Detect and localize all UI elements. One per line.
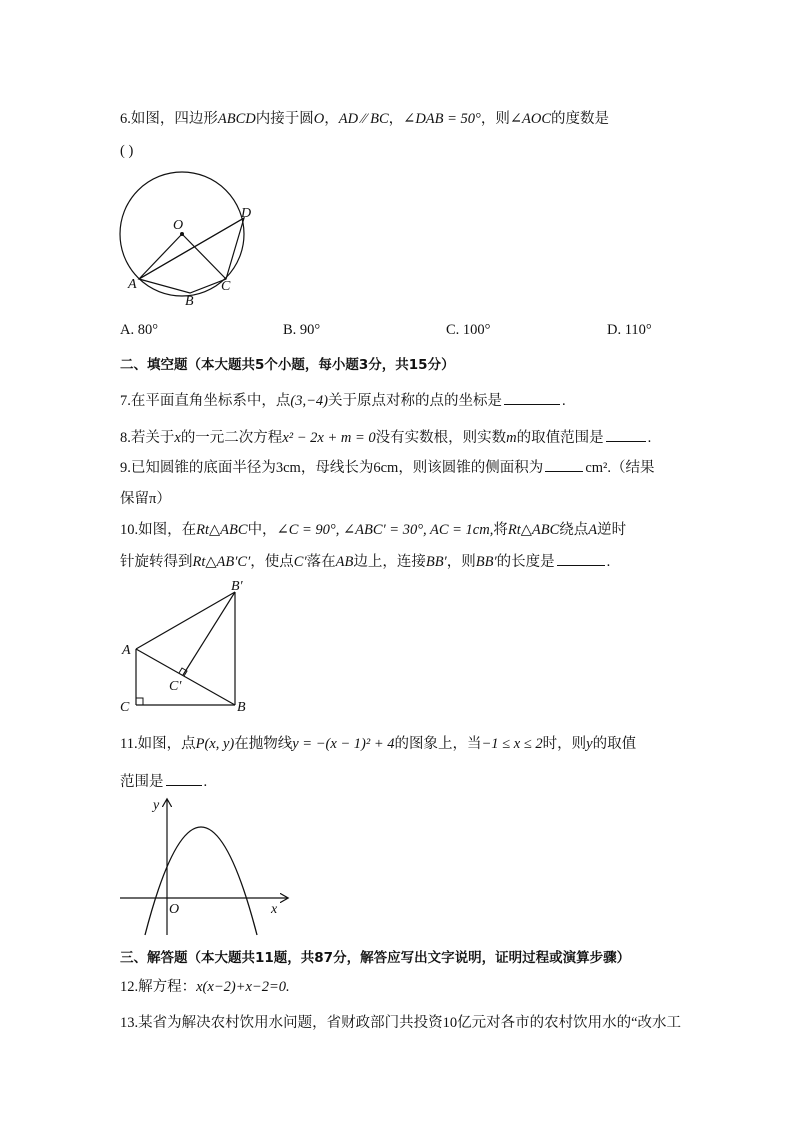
q10-side-ab: AB (335, 554, 354, 570)
q10-point-cp: C′ (293, 554, 307, 570)
q10-end: . (606, 554, 611, 570)
segment-b-prime-c-prime (183, 592, 235, 675)
q12-equation: x(x−2)+x−2=0. (196, 979, 290, 995)
q6-stem (120, 107, 609, 128)
q6-option-b: B. 90° (283, 322, 321, 338)
q6-text: 内接于圆 (255, 111, 314, 127)
q9-unit: cm² (585, 460, 608, 476)
q11-blank (166, 773, 202, 786)
label-d: D (241, 206, 252, 221)
q11-stem (120, 732, 636, 753)
q8-end: . (647, 430, 652, 446)
q10-text: 中， (247, 522, 277, 538)
q8-var-x: x (174, 430, 181, 446)
q10-stem-line2 (120, 550, 610, 571)
q11-text: 在抛物线 (234, 736, 293, 752)
section-2-heading: 二、填空题（本大题共5个小题，每小题3分，共15分） (120, 357, 455, 373)
q10-text: ，则 (446, 554, 476, 570)
q6-text: ， (388, 111, 404, 127)
q10-segment-bb: BB′ (475, 554, 497, 570)
q6-text: ，则 (480, 111, 510, 127)
section-3-heading: 三、解答题（本大题共11题，共87分，解答应写出文字说明，证明过程或演算步骤） (120, 950, 631, 966)
q11-end: . (203, 774, 208, 790)
label-b-prime: B′ (231, 579, 243, 594)
q6-answer-paren: ( ) (120, 143, 134, 159)
q9-line2: 保留π） (120, 491, 171, 507)
q10-triangle-rotated: Rt△AB′C′ (192, 554, 251, 570)
q6-option-c: C. 100° (446, 322, 491, 338)
q11-parabola-figure (115, 795, 290, 940)
q8-text: 没有实数根，则实数 (375, 430, 507, 446)
q10-triangle: Rt△ABC (196, 522, 248, 538)
q6-number: 6. (120, 111, 131, 127)
q11-var-y: y (586, 736, 593, 752)
q7-point: (3,−4) (290, 393, 328, 409)
label-c: C (221, 279, 231, 294)
q6-angle: ∠DAB = 50° (403, 111, 481, 127)
q6-option-d: D. 110° (607, 322, 652, 338)
q10-conditions: ∠C = 90°, ∠ABC′ = 30°, AC = 1cm, (276, 522, 494, 538)
label-b: B (237, 700, 246, 715)
q8-text: 8.若关于 (120, 430, 175, 446)
q9-radius: 3cm (275, 460, 301, 476)
q11-text: 11.如图，点 (120, 736, 196, 752)
q10-text: 边上，连接 (353, 554, 426, 570)
label-origin: O (169, 902, 180, 917)
q7-end: . (561, 393, 566, 409)
q6-text: 如图，四边形 (130, 111, 218, 127)
q6-text: ， (324, 111, 339, 127)
q10-triangle: Rt△ABC (507, 522, 560, 538)
q13-stem: 13.某省为解决农村饮用水问题，省财政部门共投资10亿元对各市的农村饮用水的“改水工 (120, 1015, 682, 1031)
parabola-curve (145, 827, 257, 935)
q10-text: 绕点 (559, 522, 589, 538)
segment-ab (136, 649, 235, 705)
q10-text: 落在 (306, 554, 336, 570)
q8-blank (606, 429, 646, 442)
q10-blank (557, 553, 605, 566)
q6-abcd: ABCD (217, 111, 256, 127)
q9-text: 9.已知圆锥的底面半径为 (120, 460, 276, 476)
q9-text: .（结果 (607, 460, 655, 476)
segment-ab-prime (136, 592, 235, 649)
q6-parallel: AD ⁄⁄ BC (338, 111, 389, 127)
q9-text: ，则该圆锥的侧面积为 (398, 460, 544, 476)
q10-text: 针旋转得到 (120, 554, 193, 570)
q10-triangle-figure (115, 578, 255, 718)
q10-text: ，使点 (250, 554, 294, 570)
label-y: y (153, 798, 160, 813)
q11-range: −1 ≤ x ≤ 2 (481, 736, 543, 752)
q12-text: 12.解方程： (120, 979, 197, 995)
q11-parabola-eq: y = −(x − 1)² + 4 (292, 736, 395, 752)
q10-point-a: A (588, 522, 598, 538)
q8-stem (120, 426, 651, 447)
q11-line2 (120, 770, 207, 791)
q8-text: 的一元二次方程 (180, 430, 283, 446)
q11-text: 的图象上，当 (394, 736, 482, 752)
q11-text: 的取值 (592, 736, 637, 752)
q7-text: 关于原点对称的点的坐标是 (327, 393, 502, 409)
label-o: O (173, 218, 184, 233)
label-a: A (122, 643, 131, 658)
q6-o: O (313, 111, 325, 127)
q9-blank (545, 459, 583, 472)
q10-text: 逆时 (597, 522, 627, 538)
q11-text: 时，则 (542, 736, 587, 752)
q7-blank (504, 392, 560, 405)
q9-stem (120, 456, 655, 477)
q9-text: ，母线长为 (300, 460, 374, 476)
label-a: A (128, 277, 137, 292)
q6-option-a: A. 80° (120, 322, 159, 338)
q9-slant: 6cm (373, 460, 399, 476)
segment-oa (139, 234, 182, 279)
q10-stem (120, 518, 626, 539)
q6-text: 的度数是 (551, 111, 609, 127)
q7-stem (120, 389, 566, 410)
q11-text: 范围是 (120, 774, 164, 790)
q8-var-m: m (506, 430, 517, 446)
q10-text: 10.如图，在 (120, 522, 197, 538)
q8-equation: x² − 2x + m = 0 (282, 430, 376, 446)
q10-text: 将 (493, 522, 508, 538)
q6-circle-figure (110, 175, 270, 310)
label-c-prime: C′ (169, 679, 182, 694)
q12-stem (120, 975, 290, 996)
label-c: C (120, 700, 130, 715)
q7-text: 7.在平面直角坐标系中，点 (120, 393, 291, 409)
label-b: B (185, 294, 194, 309)
label-x: x (271, 902, 278, 917)
q10-segment-bb: BB′ (425, 554, 447, 570)
q10-text: 的长度是 (496, 554, 555, 570)
q11-point: P(x, y) (195, 736, 235, 752)
q6-aoc: ∠AOC (509, 111, 551, 127)
right-angle-c (136, 698, 143, 705)
q8-text: 的取值范围是 (516, 430, 604, 446)
